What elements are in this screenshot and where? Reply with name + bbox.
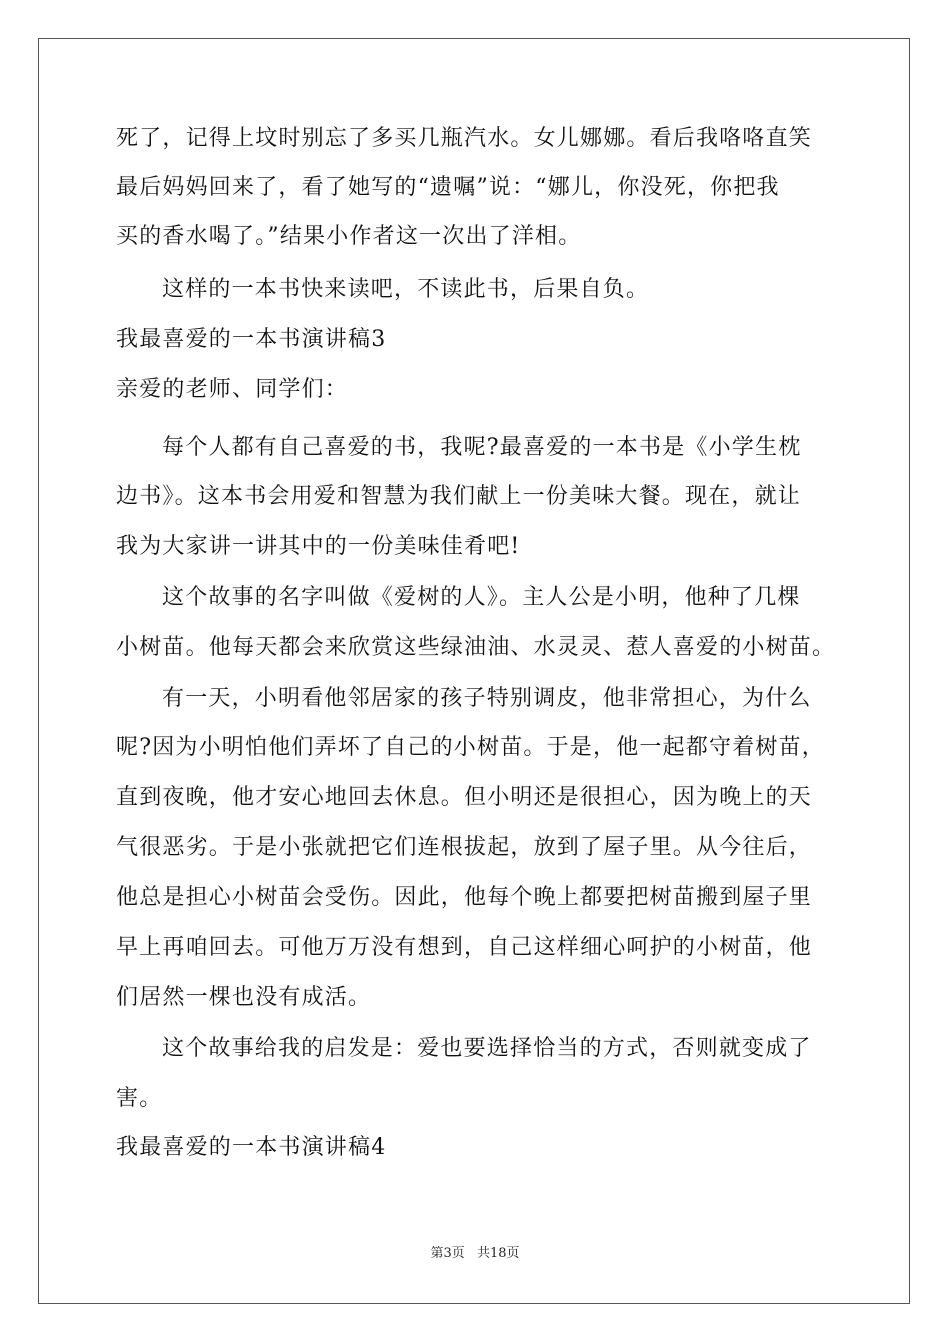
text-line: 这个故事给我的启发是：爱也要选择恰当的方式，否则就变成了 — [162, 1036, 812, 1061]
text-line: 害。 — [116, 1086, 163, 1111]
text-line: 他总是担心小树苗会受伤。因此，他每个晚上都要把树苗搬到屋子里 — [116, 885, 813, 910]
page-total: 共18页 — [476, 1246, 520, 1261]
text-line: 死了，记得上坟时别忘了多买几瓶汽水。女儿娜娜。看后我咯咯直笑 — [116, 126, 813, 151]
text-line: 最后妈妈回来了，看了她写的“遗嘱”说：“娜儿，你没死，你把我 — [116, 175, 780, 200]
page-footer — [0, 1245, 950, 1263]
text-line: 我为大家讲一讲其中的一份美味佳肴吧! — [116, 534, 521, 559]
text-line: 边书》。这本书会用爱和智慧为我们献上一份美味大餐。现在，就让 — [116, 484, 802, 509]
text-line: 这样的一本书快来读吧，不读此书，后果自负。 — [162, 277, 650, 302]
section-heading: 我最喜爱的一本书演讲稿4 — [116, 1135, 387, 1160]
page-number: 第3页 — [430, 1246, 465, 1261]
text-line: 直到夜晚，他才安心地回去休息。但小明还是很担心，因为晚上的天 — [116, 785, 813, 810]
text-line: 呢?因为小明怕他们弄坏了自己的小树苗。于是，他一起都守着树苗， — [116, 735, 825, 760]
text-line: 小树苗。他每天都会来欣赏这些绿油油、水灵灵、惹人喜爱的小树苗。 — [116, 635, 836, 660]
text-line: 买的香水喝了。”结果小作者这一次出了洋相。 — [116, 224, 582, 249]
text-line: 早上再咱回去。可他万万没有想到，自己这样细心呵护的小树苗，他 — [116, 935, 813, 960]
text-line: 这个故事的名字叫做《爱树的人》。主人公是小明，他种了几棵 — [162, 585, 801, 610]
section-heading: 我最喜爱的一本书演讲稿3 — [116, 327, 387, 352]
text-line: 们居然一棵也没有成活。 — [116, 985, 372, 1010]
salutation: 亲爱的老师、同学们： — [116, 377, 349, 402]
text-line: 有一天，小明看他邻居家的孩子特别调皮，他非常担心，为什么 — [162, 686, 812, 711]
text-line: 气很恶劣。于是小张就把它们连根拔起，放到了屋子里。从今往后， — [116, 835, 813, 860]
text-line: 每个人都有自己喜爱的书，我呢?最喜爱的一本书是《小学生枕 — [162, 435, 802, 460]
